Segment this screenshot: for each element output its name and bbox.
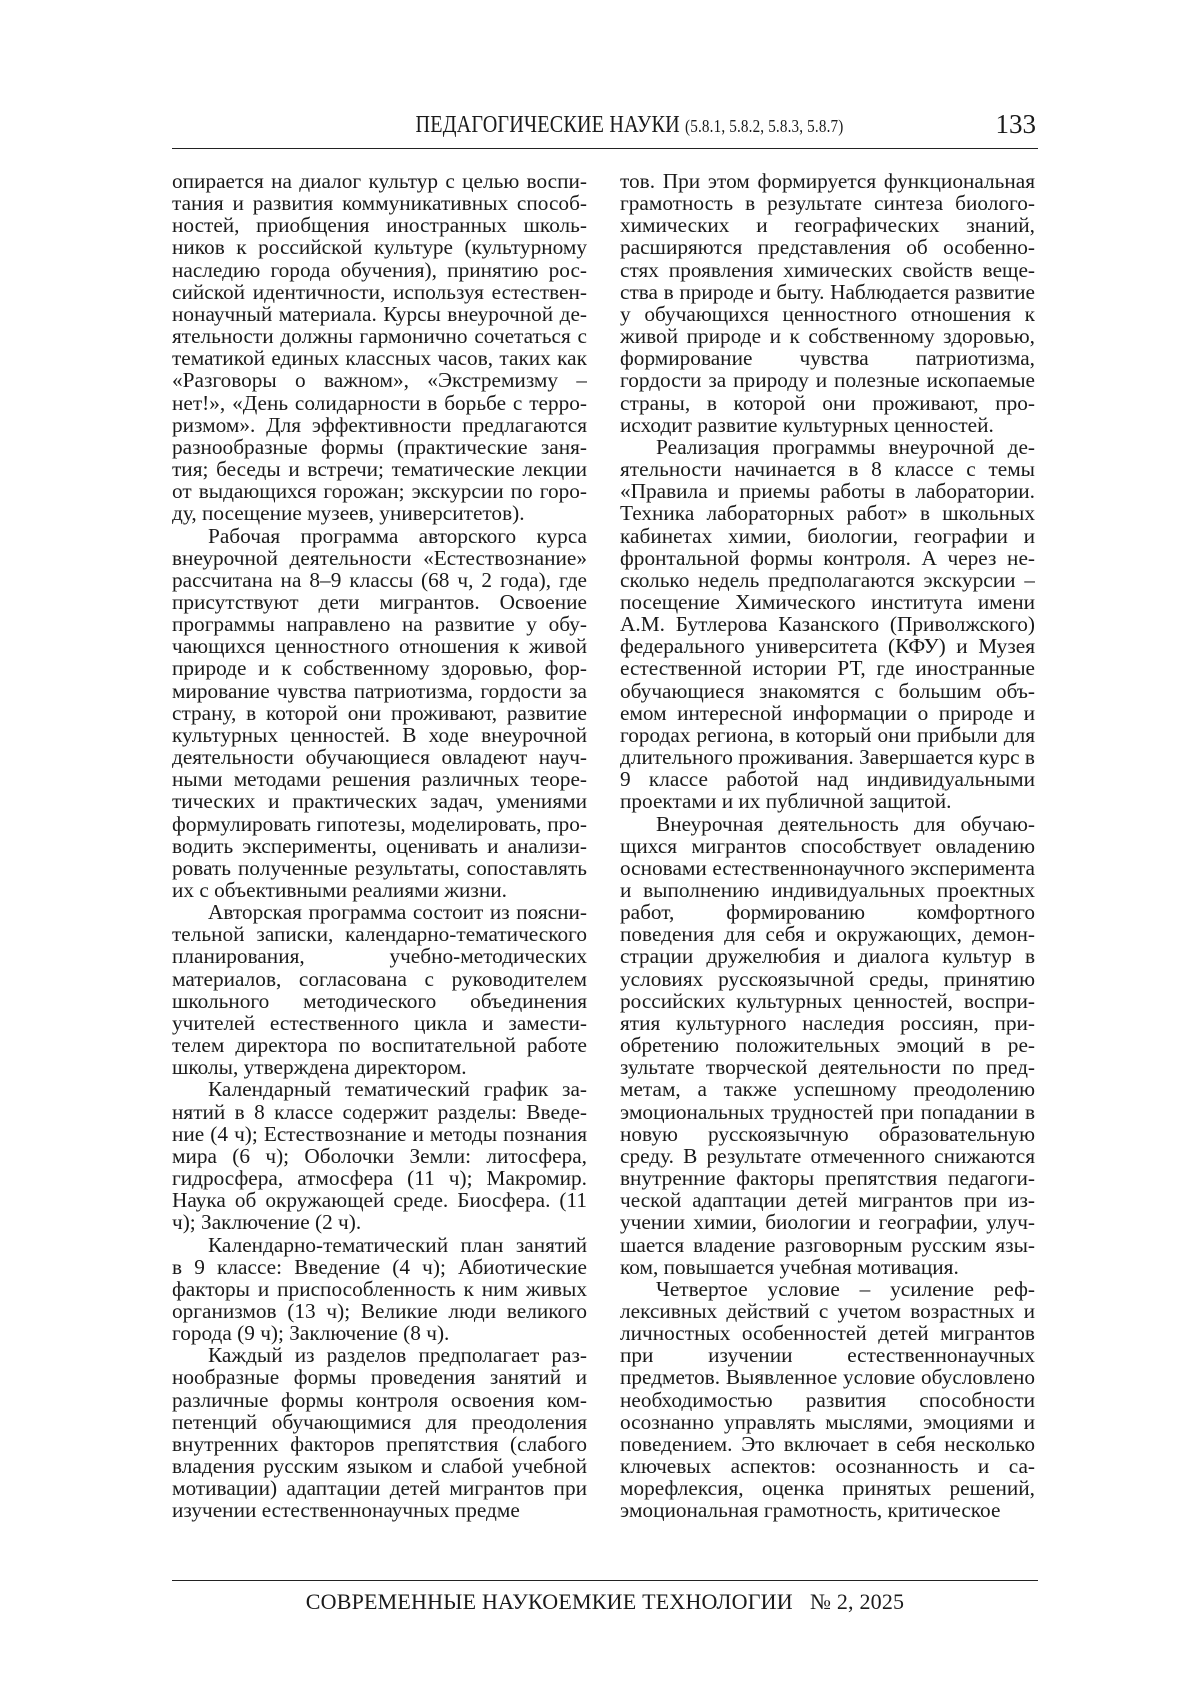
paragraph: Рабочая программа авторского курса внеурочной деятельности «Естествознание» рассчитана на 8–9 классы (68 ч, 2 года), где присутствуют дети мигрантов. Освоение программы направлено на развитие у обучающихся ценностного отношения к живой природе и к собственному здоровью, формирование чувства патриотизма, гордости за страну, в которой они проживают, развитие культурных ценностей. В ходе внеурочной деятельности обучающиеся овладеют научными методами решения различных теоретических и практических задач, умениями формулировать гипотезы, моделировать, проводить эксперименты, оценивать и анализировать полученные результаты, сопоставлять их с объективными реалиями жизни. bbox=[172, 523, 587, 902]
journal-section-title bbox=[415, 112, 843, 139]
journal-footer bbox=[172, 1589, 1038, 1615]
journal-issue: № 2, 2025 bbox=[809, 1589, 905, 1614]
paragraph: Календарно-тематический план занятий в 9 классе: Введение (4 ч); Абиотические факторы и приспособленность к ним живых организмов (13 ч); Великие люди великого города (9 ч); Заключение (8 ч). bbox=[172, 1232, 587, 1346]
journal-name: СОВРЕМЕННЫЕ НАУКОЕМКИЕ ТЕХНОЛОГИИ bbox=[305, 1589, 793, 1614]
paragraph: Каждый из разделов предполагает разнообразные формы проведения занятий и различные формы контроля освоения компетенций обучающимися для преодоления внутренних факторов препятствия (слабого владения русским языком и слабой учебной мотивации) адаптации детей мигрантов при изучении естественнонаучных предме bbox=[172, 1343, 587, 1523]
paragraph: Календарный тематический график занятий в 8 классе содержит разделы: Введение (4 ч); Естествознание и методы познания мира (6 ч); Оболочки Земли: литосфера, гидросфера, атмосфера (11 ч); Макромир. Наука об окружающей среде. Биосфера. (11 ч); Заключение (2 ч). bbox=[172, 1077, 587, 1235]
running-footer bbox=[172, 1580, 1038, 1621]
page-number: 133 bbox=[995, 109, 1036, 139]
left-column bbox=[172, 170, 587, 1570]
section-name: ПЕДАГОГИЧЕСКИЕ НАУКИ bbox=[415, 112, 680, 138]
paragraph: Четвертое условие – усиление рефлексивных действий с учетом возрастных и личностных особенностей детей мигрантов при изучении естественнонаучных предметов. Выявленное условие обусловлено необходимостью развития способности осознанно управлять мыслями, эмоциями и поведением. Это включает в себя несколько ключевых аспектов: осознанность и саморефлексия, оценка принятых решений, эмоциональная грамотность, критическое bbox=[620, 1276, 1035, 1523]
paragraph: Авторская программа состоит из пояснительной записки, календарно-тематического планирования, учебно-методических материалов, согласована с руководителем школьного методического объединения учителей естественного цикла и заместителем директора по воспитательной работе школы, утверждена директором. bbox=[172, 900, 587, 1080]
running-header bbox=[172, 108, 1038, 149]
paragraph: Внеурочная деятельность для обучающихся мигрантов способствует овладению основами естественнонаучного эксперимента и выполнению индивидуальных проектных работ, формированию комфортного поведения для себя и окружающих, демонстрации дружелюбия и диалога культур в условиях русскоязычной среды, принятию российских культурных ценностей, восприятия культурного наследия россиян, приобретению положительных эмоций в результате творческой деятельности по предметам, а также успешному преодолению эмоциональных трудностей при попадании в новую русскоязычную образовательную среду. В результате отмеченного снижаются внутренние факторы препятствия педагогической адаптации детей мигрантов при изучении химии, биологии и географии, улучшается владение разговорным русским языком, повышается учебная мотивация. bbox=[620, 811, 1035, 1279]
section-codes: (5.8.1, 5.8.2, 5.8.3, 5.8.7) bbox=[684, 116, 843, 136]
paragraph: Реализация программы внеурочной деятельности начинается в 8 классе с темы «Правила и приемы работы в лаборатории. Техника лабораторных работ» в школьных кабинетах химии, биологии, географии и фронтальной формы контроля. А через несколько недель предполагаются экскурсии – посещение Химического института имени А.М. Бутлерова Казанского (Приволжского) федерального университета (КФУ) и Музея естественной истории РТ, где иностранные обучающиеся знакомятся с большим объемом интересной информации о природе и городах региона, в который они прибыли для длительного проживания. Завершается курс в 9 классе работой над индивидуальными проектами и их публичной защитой. bbox=[620, 434, 1035, 814]
paragraph: тов. При этом формируется функциональная грамотность в результате синтеза биолого-химических и географических знаний, расширяются представления об особенностях проявления химических свойств вещества в природе и быту. Наблюдается развитие у обучающихся ценностного отношения к живой природе и к собственному здоровью, формирование чувства патриотизма, гордости за природу и полезные ископаемые страны, в которой они проживают, происходит развитие культурных ценностей. bbox=[620, 170, 1035, 437]
paragraph: опирается на диалог культур с целью воспитания и развития коммуникативных способностей, приобщения иностранных школьников к российской культуре (культурному наследию города обучения), принятию российской идентичности, используя естественнонаучный материала. Курсы внеурочной деятельности должны гармонично сочетаться с тематикой единых классных часов, таких как «Разговоры о важном», «Экстремизму – нет!», «День солидарности в борьбе с терроризмом». Для эффективности предлагаются разнообразные формы (практические занятия; беседы и встречи; тематические лекции от выдающихся горожан; экскурсии по городу, посещение музеев, университетов). bbox=[172, 170, 587, 526]
right-column bbox=[620, 170, 1035, 1570]
